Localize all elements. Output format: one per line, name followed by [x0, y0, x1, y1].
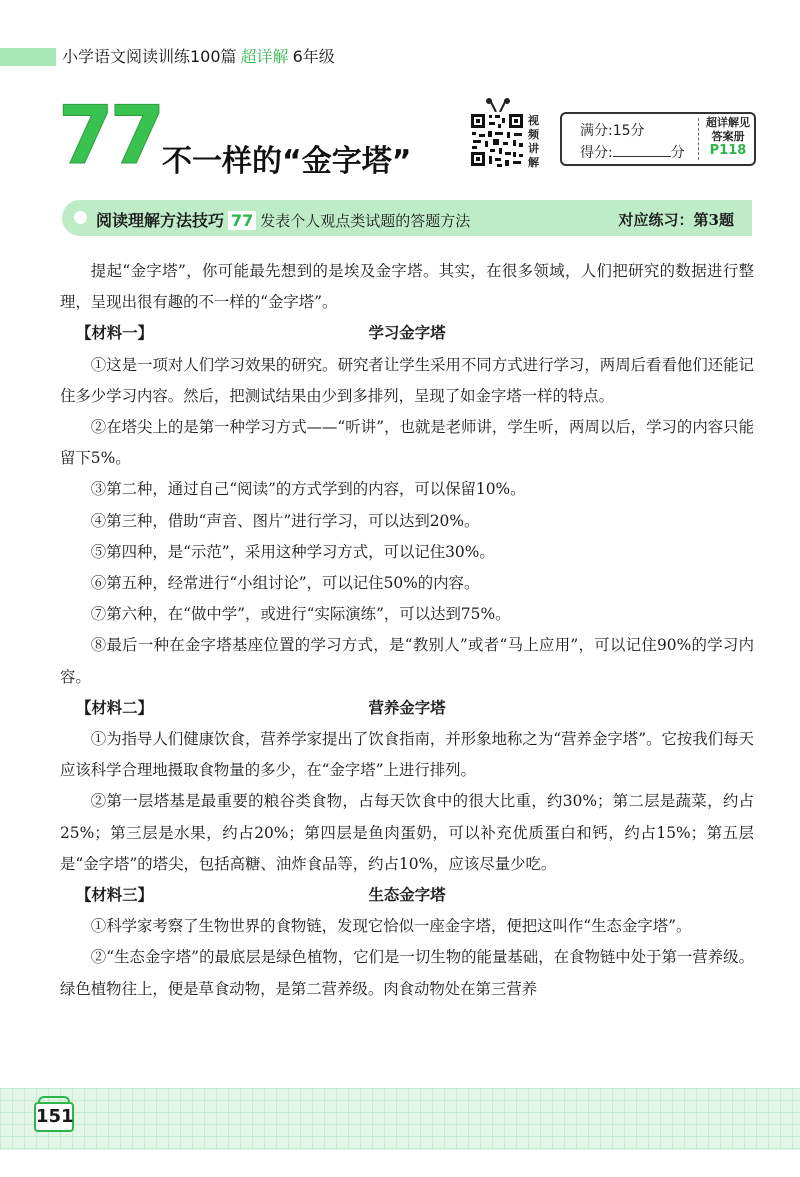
paragraph: ⑧最后一种在金字塔基座位置的学习方式，是“教别人”或者“马上应用”，可以记住90%的学习内容。 [60, 636, 754, 686]
lesson-title: 不一样的“金字塔” [162, 144, 412, 179]
book-header [62, 44, 335, 67]
paragraph: ⑥第五种，经常进行“小组讨论”，可以记住50%的内容。 [90, 574, 480, 593]
qr-code-icon[interactable] [469, 112, 525, 168]
book-grade: 6年级 [292, 47, 335, 66]
paragraph: ①为指导人们健康饮食，营养学家提出了饮食指南，并形象地称之为“营养金字塔”。它按我们每天应该科学合理地摄取食物量的多少，在“金字塔”上进行排列。 [60, 730, 754, 780]
score-field: 得分: 分 [580, 145, 685, 161]
intro-paragraph: 提起“金字塔”，你可能最先想到的是埃及金字塔。其实，在很多领域，人们把研究的数据进行整理，呈现出很有趣的不一样的“金字塔”。 [60, 262, 754, 312]
material-label: 【材料一】 [76, 324, 153, 343]
material-title: 营养金字塔 [368, 698, 446, 717]
material-1-header [60, 318, 754, 349]
material-2-header [60, 693, 754, 724]
paragraph: ③第二种，通过自己“阅读”的方式学到的内容，可以保留10%。 [90, 480, 526, 499]
material-title: 生态金字塔 [368, 886, 446, 905]
qr-video-label: 视 频 讲 解 [528, 114, 539, 169]
paragraph: ⑤第四种，是“示范”，采用这种学习方式，可以记住30%。 [90, 542, 495, 561]
book-title: 小学语文阅读训练100篇 [62, 47, 237, 66]
paragraph: ④第三种，借助“声音、图片”进行学习，可以达到20%。 [90, 511, 480, 530]
paragraph: ②在塔尖上的是第一种学习方式——“听讲”，也就是老师讲，学生听，两周以后，学习的内容只能留下5%。 [60, 418, 754, 468]
full-score: 满分:15分 [580, 123, 645, 139]
paragraph: ②第一层塔基是最重要的粮谷类食物，占每天饮食中的很大比重，约30%；第二层是蔬菜，约占25%；第三层是水果，约占20%；第四层是鱼肉蛋奶，可以补充优质蛋白和钙，约占15%；第五层是“金字塔”的塔尖，包括高糖、油炸食品等，约占10%，应该尽量少吃。 [60, 792, 754, 873]
lesson-number: 77 [58, 89, 162, 182]
material-label: 【材料三】 [76, 886, 153, 905]
practice-reference: 对应练习：第3题 [618, 211, 734, 229]
answer-reference: 超详解见 答案册 P118 [700, 116, 756, 158]
paragraph: ①科学家考察了生物世界的食物链，发现它恰似一座金字塔，便把这叫作“生态金字塔”。 [90, 917, 692, 936]
material-3-header [60, 880, 754, 911]
paragraph: ①这是一项对人们学习效果的研究。研究者让学生采用不同方式进行学习，两周后看看他们还能记住多少学习内容。然后，把测试结果由少到多排列，呈现了如金字塔一样的特点。 [60, 355, 754, 405]
score-box [560, 112, 756, 166]
method-label: 阅读理解方法技巧 [96, 211, 225, 230]
article-body [60, 256, 754, 1005]
book-tag: 超详解 [240, 47, 289, 66]
paragraph: ②“生态金字塔”的最底层是绿色植物，它们是一切生物的能量基础，在食物链中处于第一营养级。绿色植物往上，便是草食动物，是第二营养级。肉食动物处在第三营养 [60, 948, 754, 998]
page-number: 151 [34, 1102, 74, 1132]
footer-grid-band [0, 1088, 800, 1150]
method-bar [62, 200, 752, 236]
material-title: 学习金字塔 [368, 324, 446, 343]
score-blank[interactable] [613, 144, 671, 157]
bullet-dot-icon [74, 211, 87, 224]
header-color-strip [0, 48, 56, 66]
material-label: 【材料二】 [76, 698, 153, 717]
paragraph: ⑦第六种，在“做中学”，或进行“实际演练”，可以达到75%。 [90, 605, 511, 624]
method-number: 77 [228, 211, 256, 230]
answer-page-ref: P118 [709, 143, 747, 158]
method-description: 发表个人观点类试题的答题方法 [260, 212, 471, 230]
